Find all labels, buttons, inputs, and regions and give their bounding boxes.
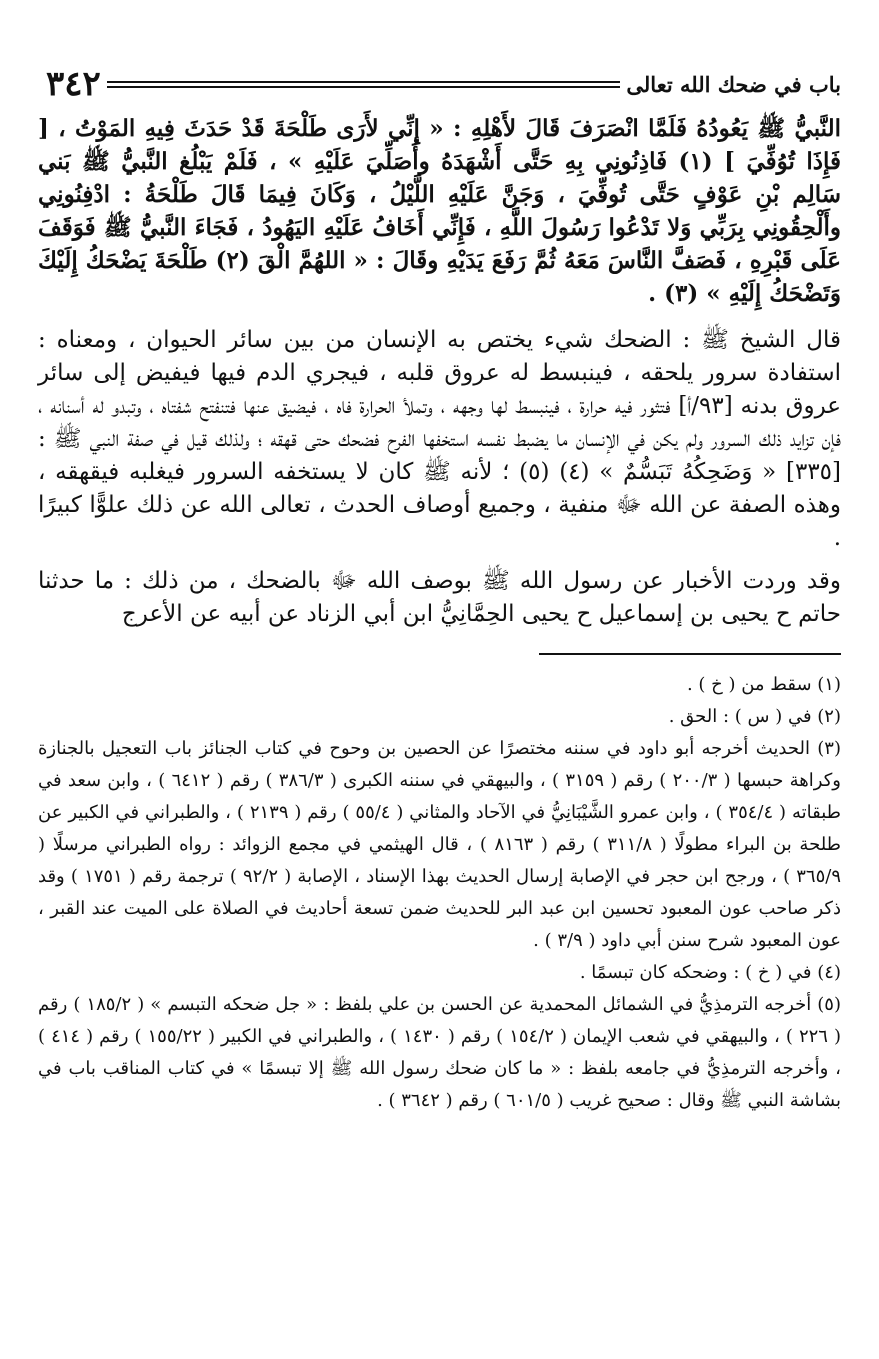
- footnote: (١) سقط من ( خ ) .: [686, 674, 841, 695]
- body-paragraph: قال الشيخ ﷺ : الضحك شيء يختص به الإنسان من بين سائر الحيوان ، ومعناه : استفادة سرور يلحقه ، فينبسط له عروق قلبه ، فيجري الدم فيها فيفيض إلى سائر عروق بدنه [٩٣/أ] فتثور فيه حرارة ، فينبسط لها وجهه ، وتملأ الحرارة فاه ، فيضيق عنها فتنفتح شفتاه ، وتبدو له أسنانه ، فإن تزايد ذلك السرور ولم يكن في الإنسان ما يضبط نفسه استخفها الفرح فضحك حتى قهقه ؛ ولذلك قيل في صفة النبي ﷺ : [٣٣٥] « وَضَحِكُهُ تَبَسُّمٌ » (٤) (٥) ؛ لأنه ﷺ كان لا يستخفه السرور فيغلبه فيقهقه ، وهذه الصفة عن الله ﷻ منفية ، وجميع أوصاف الحدث ، تعالى الله عن ذلك علوًّا كبيرًا .: [38, 327, 842, 551]
- running-title: باب في ضحك الله تعالى: [626, 71, 841, 97]
- footnotes: [38, 669, 841, 1117]
- book-page: [38, 40, 841, 1117]
- header-double-rule: [107, 81, 621, 88]
- body-paragraph: النَّبيُّ ﷺ يَعُودُهُ فَلَمَّا انْصَرَفَ قَالَ لأَهْلِهِ : « إِنِّي لأَرَى طَلْحَةَ قَدْ حَدَثَ فِيهِ المَوْتُ ، [ فَإِذَا تُوُفِّيَ ] (١) فَاذِنُونِي بِهِ حَتَّى أَشْهَدَهُ وأُصَلِّيَ عَلَيْهِ » ، فَلَمْ يَبْلُغ النَّبيُّ ﷺ بَني سَالِم بْنِ عَوْفٍ حَتَّى تُوفِّيَ ، وَجَنَّ عَلَيْهِ اللَّيْلُ ، وَكَانَ فِيمَا قَالَ طَلْحَةُ : ادْفِنُونِي وأَلْحِقُونِي بِرَبِّي وَلا تَدْعُوا رَسُولَ اللَّهِ ، فَإِنِّي أَخَافُ عَلَيْهِ اليَهُودُ ، فَجَاءَ النَّبيُّ ﷺ فَوَقَفَ عَلَى قَبْرِهِ ، فَصَفَّ النَّاسَ مَعَهُ ثُمَّ رَفَعَ يَدَيْهِ وقَالَ : « اللهُمَّ الْقَ (٢) طَلْحَةَ يَضْحَكُ إِلَيْكَ وَتَضْحَكُ إِلَيْهِ » (٣) .: [38, 115, 841, 307]
- body-paragraph: وقد وردت الأخبار عن رسول الله ﷺ بوصف الله ﷻ بالضحك ، من ذلك : ما حدثنا حاتم ح يحيى بن إسماعيل ح يحيى الحِمَّانِيُّ ابن أبي الزناد عن أبيه عن الأعرج: [38, 568, 841, 627]
- footnote: (٢) في ( س ) : الحق .: [668, 706, 841, 727]
- footnote: (٥) أخرجه الترمذِيُّ في الشمائل المحمدية عن الحسن بن علي بلفظ : « جل ضحكه التبسم » ( ١٨٥/٢ ) رقم ( ٢٢٦ ) ، والبيهقي في شعب الإيمان ( ١٥٤/٢ ) رقم ( ١٤٣٠ ) ، والطبراني في الكبير ( ١٥٥/٢٢ ) رقم ( ٤١٤ ) ، وأخرجه الترمذِيُّ في جامعه بلفظ : « ما كان ضحك رسول الله ﷺ إلا تبسمًا » في كتاب المناقب باب في بشاشة النبي ﷺ وقال : صحيح غريب ( ٦٠١/٥ ) رقم ( ٣٦٤٢ ) .: [38, 994, 842, 1111]
- page-number: ٣٤٢: [46, 64, 101, 104]
- page-header: [38, 64, 841, 104]
- footnote-separator: [539, 653, 841, 655]
- footnote: (٣) الحديث أخرجه أبو داود في سننه مختصرًا عن الحصين بن وحوح في كتاب الجنائز باب التعجيل بالجنازة وكراهة حبسها ( ٢٠٠/٣ ) رقم ( ٣١٥٩ ) ، والبيهقي في سننه الكبرى ( ٣٨٦/٣ ) رقم ( ٦٤١٢ ) ، وابن سعد في طبقاته ( ٣٥٤/٤ ) ، وابن عمرو الشَّيْبَانِيُّ في الآحاد والمثاني ( ٥٥/٤ ) رقم ( ٢١٣٩ ) ، والطبراني في الكبير عن طلحة بن البراء مطولًا ( ٣١١/٨ ) رقم ( ٨١٦٣ ) ، قال الهيثمي في مجمع الزوائد : رواه الطبراني مرسلًا ( ٣٦٥/٩ ) ، ورجح ابن حجر في الإصابة إرسال الحديث بهذا الإسناد ، الإصابة ( ٩٢/٢ ) ترجمة رقم ( ١٧٥١ ) وقد ذكر صاحب عون المعبود تحسين ابن عبد البر للحديث ضمن تسعة أحاديث في الصلاة على الميت عند القبر ، عون المعبود شرح سنن أبي داود ( ٣/٩ ) .: [38, 738, 842, 951]
- footnote: (٤) في ( خ ) : وضحكه كان تبسمًا .: [579, 962, 841, 983]
